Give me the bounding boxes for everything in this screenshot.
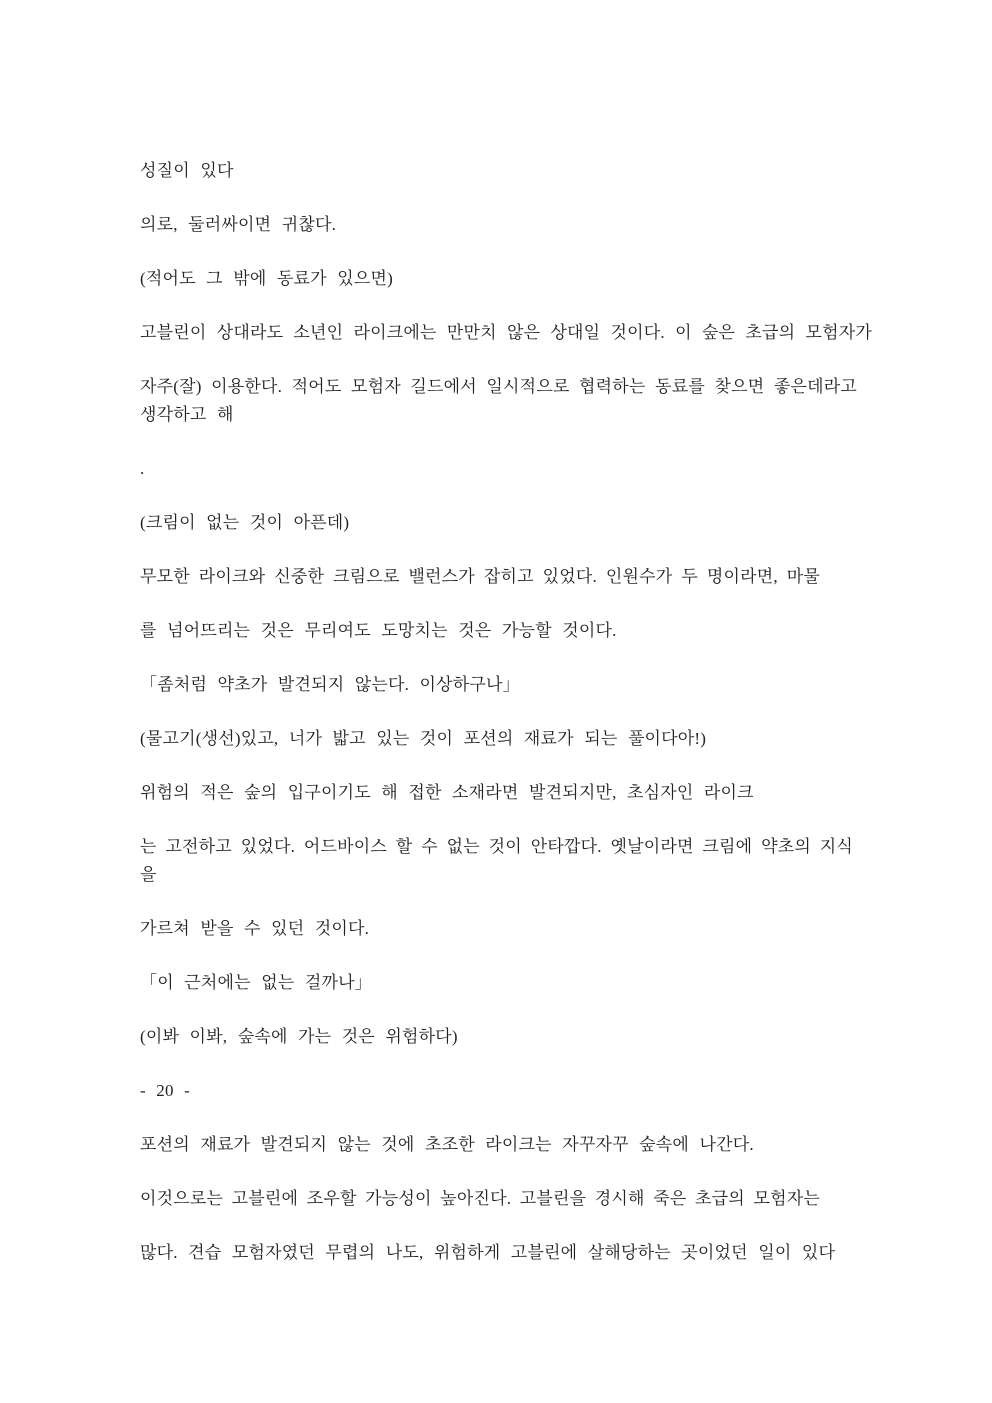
paragraph [140,373,992,429]
paragraph [140,157,992,185]
text-line: (이봐 이봐, 숲속에 가는 것은 위험하다) [140,1027,458,1046]
paragraph [140,563,992,591]
text-line: 「이 근처에는 없는 걸까나」 [140,973,372,992]
text-line: 자주(잘) 이용한다. 적어도 모험자 길드에서 일시적으로 협력하는 동료를 찾으면 좋은데라고 [140,377,857,396]
text-line: 가르쳐 받을 수 있던 것이다. [140,919,370,938]
paragraph [140,1185,992,1213]
paragraph [140,833,992,889]
text-line: - 20 - [140,1081,191,1100]
paragraph [140,779,992,807]
paragraph [140,671,992,699]
text-line: 많다. 견습 모험자였던 무렵의 나도, 위험하게 고블린에 살해당하는 곳이었던 일이 있다 [140,1243,836,1262]
text-line: 무모한 라이크와 신중한 크림으로 밸런스가 잡히고 있었다. 인원수가 두 명이라면, 마물 [140,567,820,586]
paragraph [140,455,992,483]
text-line: 포션의 재료가 발견되지 않는 것에 초조한 라이크는 자꾸자꾸 숲속에 나간다. [140,1135,754,1154]
paragraph [140,725,992,753]
paragraph [140,969,992,997]
text-line: 이것으로는 고블린에 조우할 가능성이 높아진다. 고블린을 경시해 죽은 초급의 모험자는 [140,1189,820,1208]
paragraph [140,1131,992,1159]
paragraph [140,1023,992,1051]
text-line: 생각하고 해 [140,405,234,424]
paragraph [140,509,992,537]
paragraph [140,617,992,645]
text-line: 성질이 있다 [140,161,234,180]
paragraph [140,211,992,239]
paragraph [140,265,992,293]
page-number [140,1077,992,1105]
text-line: (적어도 그 밖에 동료가 있으면) [140,269,393,288]
text-line: 위험의 적은 숲의 입구이기도 해 접한 소재라면 발견되지만, 초심자인 라이크 [140,783,754,802]
text-line: (크림이 없는 것이 아픈데) [140,513,350,532]
text-line: 는 고전하고 있었다. 어드바이스 할 수 없는 것이 안타깝다. 옛날이라면 크림에 약초의 지식 [140,837,853,856]
text-line: 의로, 둘러싸이면 귀찮다. [140,215,337,234]
text-line: 를 넘어뜨리는 것은 무리여도 도망치는 것은 가능할 것이다. [140,621,617,640]
paragraph [140,319,992,347]
paragraph [140,915,992,943]
paragraph [140,1239,992,1267]
text-line: 고블린이 상대라도 소년인 라이크에는 만만치 않은 상대일 것이다. 이 숲은 초급의 모험자가 [140,323,872,342]
text-line: (물고기(생선)있고, 너가 밟고 있는 것이 포션의 재료가 되는 풀이다아!) [140,729,707,748]
text-line: 을 [140,865,157,884]
text-line: 「좀처럼 약초가 발견되지 않는다. 이상하구나」 [140,675,520,694]
text-line: . [140,459,145,478]
